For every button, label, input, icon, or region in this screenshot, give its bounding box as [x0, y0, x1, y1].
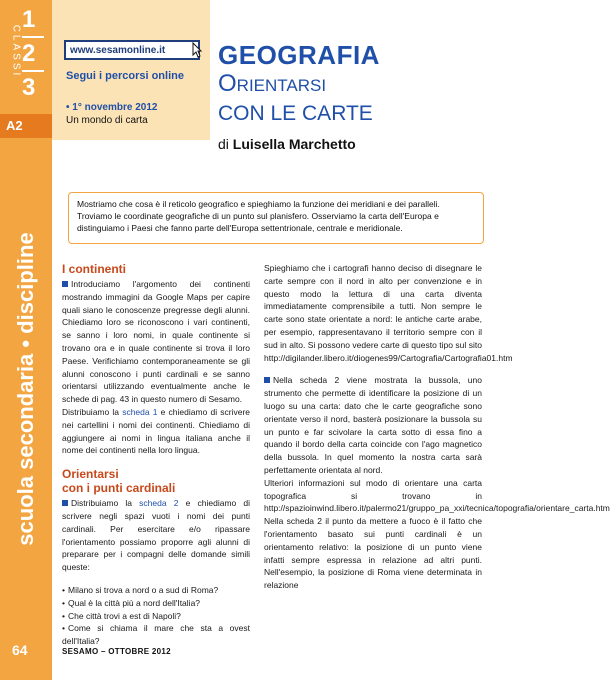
paragraph: Distribuiamo la scheda 1 e chiediamo di scrivere nei cartellini i nomi dei continenti. Chiediamo di aggiungere ai nomi in lingua italiana anche il nome dei continenti nella loro lingua.	[62, 406, 251, 456]
header-date: • 1° novembre 2012	[66, 102, 158, 113]
level-badge: A2	[0, 114, 52, 138]
paragraph: Spieghiamo che i cartografi hanno deciso di disegnare le carte sempre con il nord in alto per convenzione e in questo modo la lettura di una carta diventa immediatamente comprensibile a tutti. Non sempre le carte sono state orientate a nord: le antiche carte arabe, per esempio, rappresentavano il territorio sempre con il sud in alto. Si possono vedere carte di questo tipo sul sito http://digilander.libero.it/diogenes99/Cartografia/Cartografia01.htm	[264, 263, 513, 363]
paragraph: Distribuiamo la scheda 2 e chiediamo di scrivere negli spazi vuoti i nomi dei punti cardinali. Per esercitare e/o ripassare l'orientamento possiamo proporre agli alunni di preparare per i compagni delle domande simili queste:	[62, 498, 251, 573]
paragraph: Introduciamo l'argomento dei continenti mostrando immagini da Google Maps per capire quali siano le conoscenze pregresse degli alunni. Chiediamo loro se riconoscono i vari continenti, se sanno i loro nomi, in quale continente si trovano ora e in quale continente si trova il loro Paese. Verifichiamo contemporaneamente se gli alunni conoscono i punti cardinali e se sanno orientarsi utilizzando eventualmente anche le schede di pag. 43 in questo numero di Sesamo.	[62, 279, 250, 405]
classi-label: CLASSI	[10, 24, 22, 79]
divider	[22, 70, 44, 72]
divider	[22, 36, 44, 38]
scheda-1-link[interactable]: scheda 1	[122, 406, 158, 417]
right-column	[264, 262, 610, 592]
paragraph: Nella scheda 2 viene mostrata la bussola, uno strumento che permette di identificare la posizione di un luogo su una carta: dato che le carte geografiche sono orientate verso il nord, basterà posizionare la bussola su un punto e far scivolare la carta sotto di essa fino a quando il bordo della carta coincide con l'ago magnetico della bussola. In quel momento la nostra carta sarà perfettamente orientata al nord.	[264, 375, 482, 475]
paragraph: Nella scheda 2 il punto da mettere a fuoco è il fatto che l'orientamento basato sui punti cardinali è un orientamento relativo: la posizione di un punto viene infatti sempre espressa in relazione ad altri punti. Nell'esempio, la posizione di Roma viene determinata in relazione	[264, 516, 482, 591]
square-bullet-icon	[264, 377, 270, 383]
page-number: 64	[12, 642, 28, 658]
title-line-2: CON LE CARTE	[218, 102, 373, 125]
footer: SESAMO – OTTOBRE 2012	[62, 647, 171, 656]
heading-orientarsi: Orientarsi con i punti cardinali	[62, 467, 176, 496]
author	[218, 136, 356, 152]
summary-box: Mostriamo che cosa è il reticolo geografico e spieghiamo la funzione dei meridiani e dei paralleli. Troviamo le coordinate geografiche di un punto sul planisfero. Osserviamo la carta dell'Europa e distinguiamo i Paesi che fanno parte dell'Europa settentrionale, centrale e meridionale.	[68, 192, 484, 244]
paragraph: Ulteriori informazioni sul modo di orientare una carta topografica si trovano in http://spazioinwind.libero.it/palermo21/gruppo_pa_xxi/tecnica/topografia/orientare_carta.htm	[264, 477, 610, 514]
left-column	[62, 262, 250, 648]
question-item: • Come si chiama il mare che sta a ovest dell'Italia?	[62, 622, 250, 648]
title-line-1: Orientarsi	[218, 70, 327, 97]
cursor-icon	[192, 42, 202, 58]
header-subtitle: Un mondo di carta	[66, 115, 148, 126]
heading-continenti: I continenti	[62, 262, 126, 276]
question-item: • Milano si trova a nord o a sud di Roma?	[62, 584, 250, 597]
site-url: www.sesamonline.it	[70, 44, 166, 56]
question-item: • Che città trovi a est di Napoli?	[62, 610, 250, 623]
class-number-1: 1	[22, 6, 36, 33]
author-prefix: di	[218, 136, 229, 152]
author-name: Luisella Marchetto	[232, 136, 356, 152]
follow-online: Segui i percorsi online	[66, 70, 184, 82]
class-number-2: 2	[22, 40, 36, 67]
square-bullet-icon	[62, 500, 68, 506]
page-title: GEOGRAFIA	[218, 40, 380, 70]
section-label: scuola secondaria • discipline	[13, 232, 38, 546]
scheda-2-link[interactable]: scheda 2	[139, 498, 179, 509]
square-bullet-icon	[62, 281, 68, 287]
site-link[interactable]	[64, 40, 200, 60]
class-number-3: 3	[22, 74, 36, 101]
question-item: • Qual è la città più a nord dell'Italia?	[62, 597, 250, 610]
sidebar	[0, 0, 52, 680]
